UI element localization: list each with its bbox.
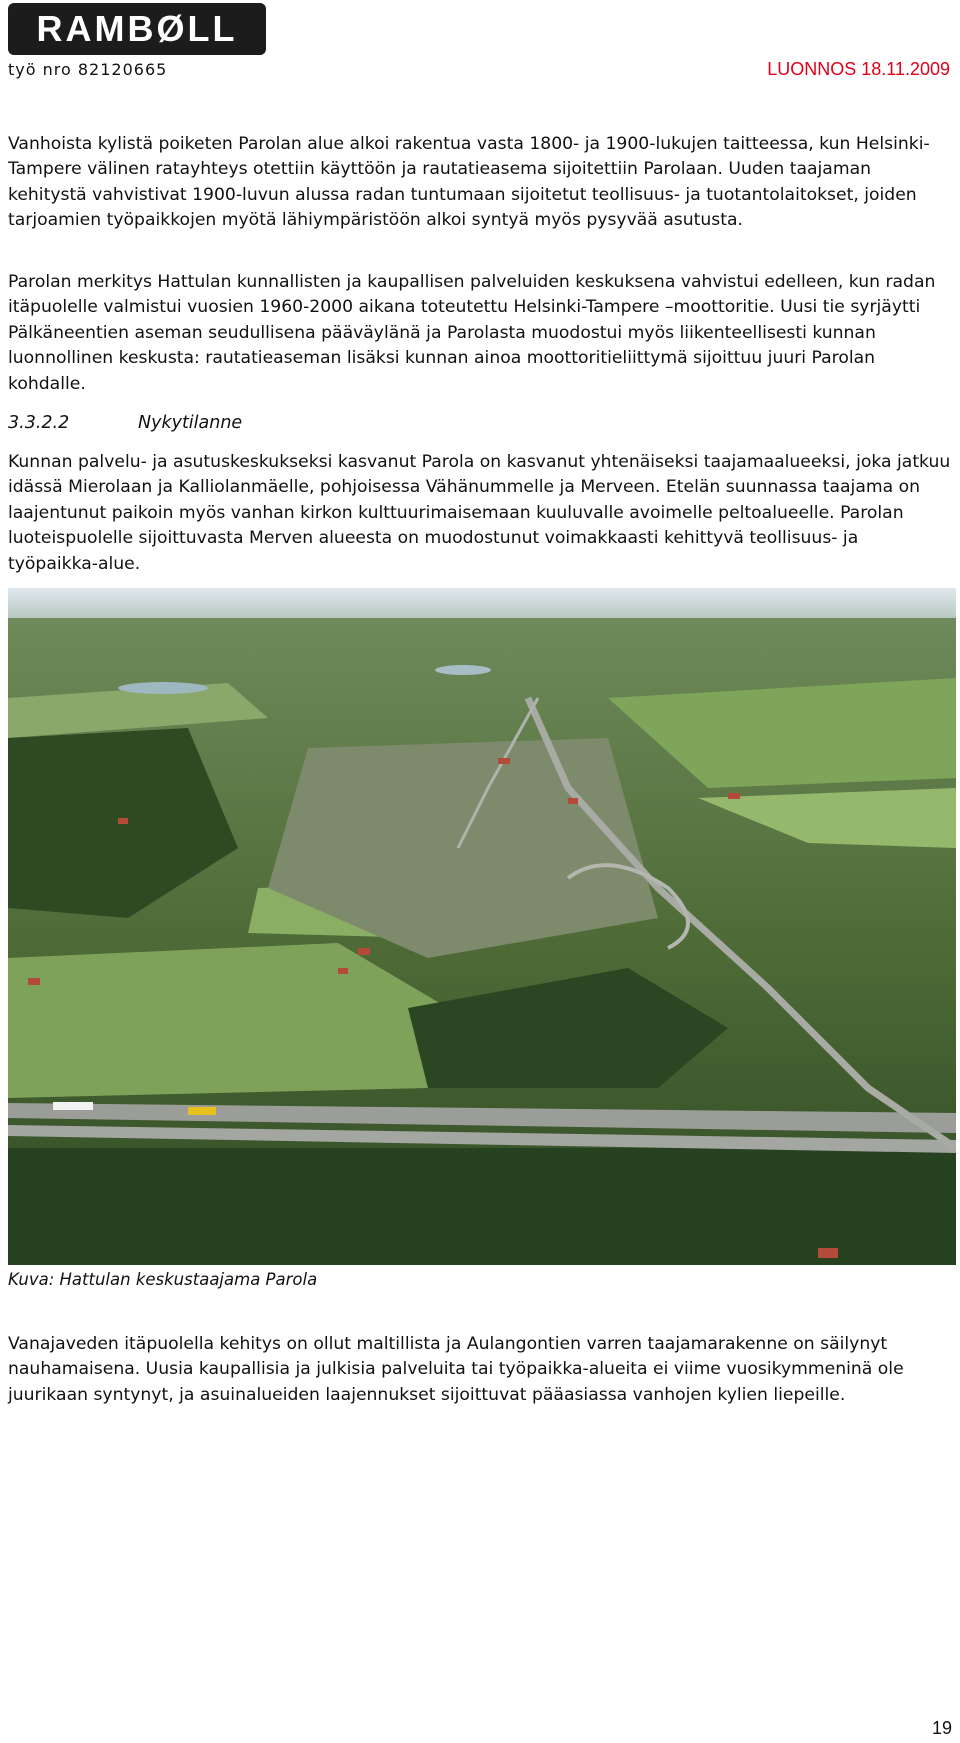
section-title: Nykytilanne — [138, 413, 243, 433]
draft-label: LUONNOS 18.11.2009 — [767, 59, 950, 79]
ramboll-logo: RAMBØLL — [8, 3, 266, 55]
section-heading — [8, 413, 242, 433]
paragraph-significance: Parolan merkitys Hattulan kunnallisten ja kaupallisen palveluiden keskuksena vahvistui edelleen, kun radan itäpuolelle valmistui vuosien 1960-2000 aikana toteutettu Helsinki-Tampere –moottoritie. Uusi tie syrjäytti Pälkäneentien aseman seudullisena pääväylänä ja Parolasta muodostui myös liikenteellisesti kunnan luonnollinen keskusta: rautatieaseman lisäksi kunnan ainoa moottoritieliittymä sijoittuu juuri Parolan kohdalle. — [8, 272, 936, 394]
section-number: 3.3.2.2 — [8, 413, 70, 433]
paragraph-current-state: Kunnan palvelu- ja asutuskeskukseksi kasvanut Parola on kasvanut yhtenäiseksi taajamaalueeksi, joka jatkuu idässä Mierolaan ja Kalliolanmäelle, pohjoisessa Vähänummelle ja Merveen. Etelän suunnassa taajama on laajentunut paikoin myös vanhan kirkon kulttuurimaisemaan kuuluvalle avoimelle peltoalueelle. Parolan luoteispuolelle sijoittuvasta Merven alueesta on muodostunut voimakkaasti kehittyvä teollisuus- ja työpaikka-alue. — [8, 452, 951, 574]
paragraph-history: Vanhoista kylistä poiketen Parolan alue alkoi rakentua vasta 1800- ja 1900-lukujen taitteessa, kun Helsinki-Tampere välinen ratayhteys otettiin käyttöön ja rautatieasema sijoitettiin Parolaan. Uuden taajaman kehitystä vahvistivat 1900-luvun alussa radan tuntumaan sijoitetut teollisuus- ja tuotantolaitokset, joiden tarjoamien työpaikkojen myötä lähiympäristöön alkoi syntyä myös pysyvää asutusta. — [8, 134, 930, 231]
photo-caption: Kuva: Hattulan keskustaajama Parola — [8, 1270, 318, 1289]
paragraph-east-side: Vanajaveden itäpuolella kehitys on ollut maltillista ja Aulangontien varren taajamarakenne on säilynyt nauhamaisena. Uusia kaupallisia ja julkisia palveluita tai työpaikka-alueita ei viime vuosikymmeninä ole juurikaan syntynyt, ja asuinalueiden laajennukset sijoittuvat pääasiassa vanhojen kylien liepeille. — [8, 1334, 904, 1405]
page-number: 19 — [931, 1718, 952, 1738]
job-number: työ nro 82120665 — [8, 60, 168, 79]
aerial-photo — [8, 588, 956, 1265]
